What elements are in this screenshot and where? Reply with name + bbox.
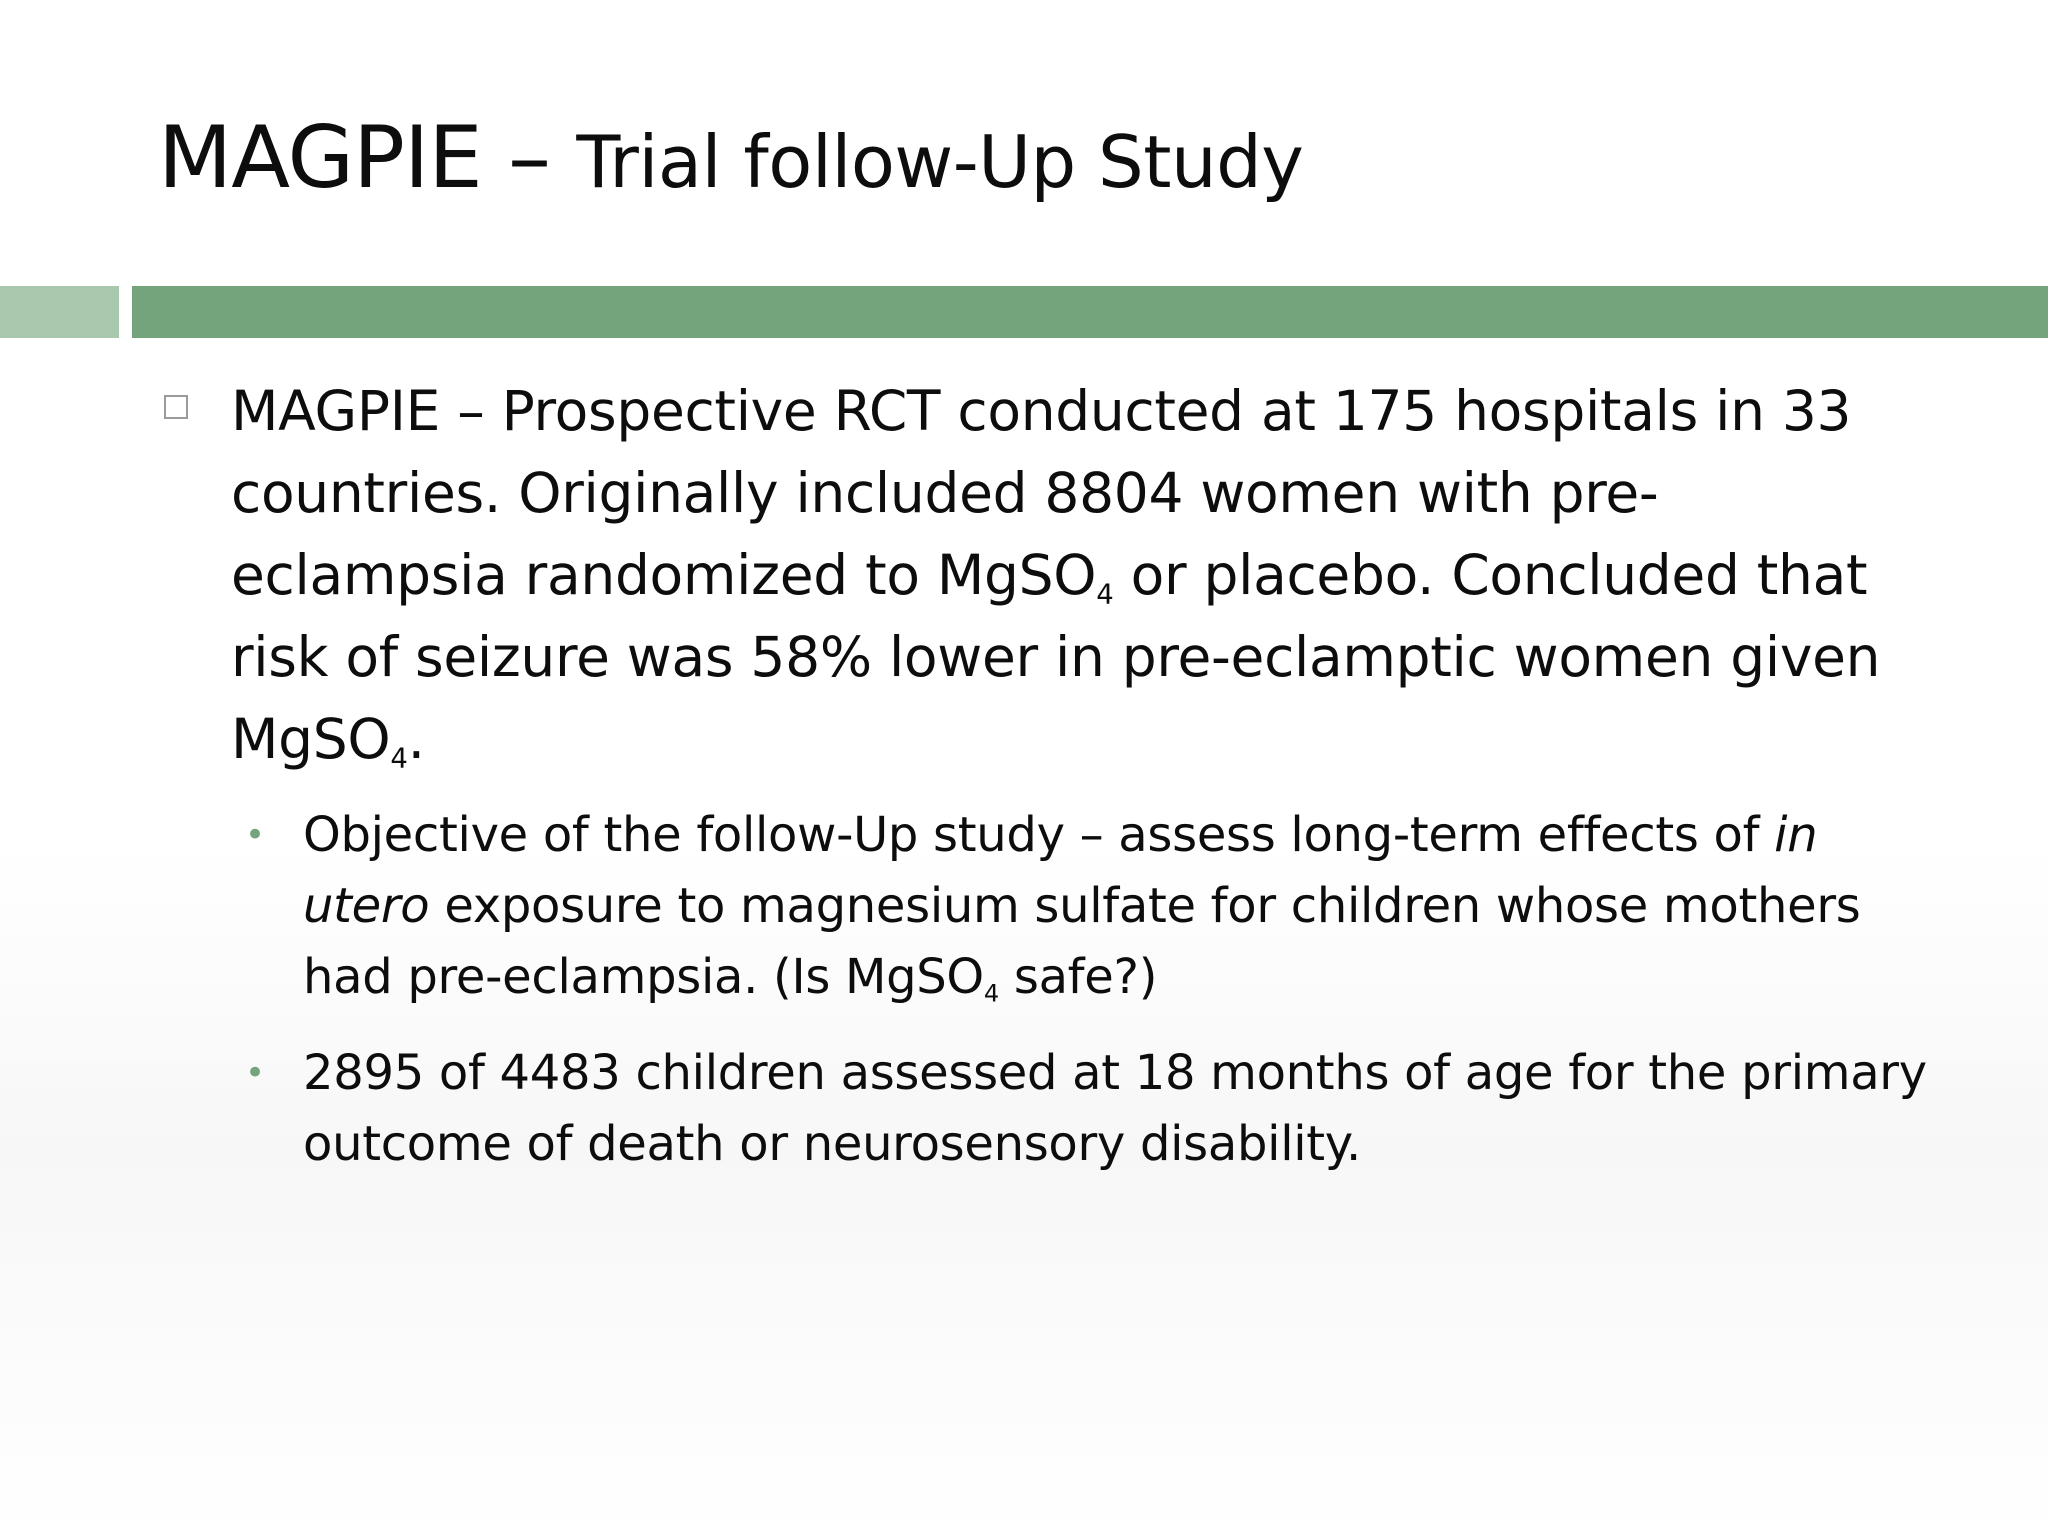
main-bullet-text bbox=[231, 370, 1930, 780]
sub-bullet-text: 2895 of 4483 children assessed at 18 months of age for the primary outcome of death or neurosensory disability. bbox=[303, 1045, 1927, 1172]
accent-band-right bbox=[132, 286, 2048, 338]
sub-bullet-text: Objective of the follow-Up study – assess long-term effects of bbox=[303, 807, 1775, 863]
main-bullet-part2: or placebo. Concluded that risk of seizure was 58% lower in pre-eclamptic women given MgSO bbox=[231, 543, 1881, 771]
dot-bullet-icon: • bbox=[245, 1053, 265, 1093]
accent-band-left bbox=[0, 286, 119, 338]
slide-content bbox=[160, 370, 1930, 1205]
subscript: 4 bbox=[390, 742, 408, 775]
sub-bullet-assessment bbox=[245, 1038, 1930, 1180]
sub-bullet-text: exposure to magnesium sulfate for children whose mothers had pre-eclampsia. (Is MgSO bbox=[303, 878, 1861, 1005]
square-bullet-icon bbox=[164, 395, 188, 419]
slide-title-sub: Trial follow-Up Study bbox=[576, 120, 1304, 204]
sub-bullet-text: safe?) bbox=[998, 949, 1158, 1005]
sub-bullet-objective bbox=[245, 800, 1930, 1013]
subscript: 4 bbox=[983, 979, 999, 1008]
dot-bullet-icon: • bbox=[245, 815, 265, 855]
italic-term: in utero bbox=[303, 807, 1818, 934]
sub-bullet-list bbox=[160, 800, 1930, 1180]
subscript: 4 bbox=[1096, 578, 1114, 611]
slide-title-main: MAGPIE – bbox=[158, 108, 577, 208]
slide-title bbox=[158, 108, 1304, 208]
main-bullet bbox=[160, 370, 1930, 780]
main-bullet-part1: MAGPIE – Prospective RCT conducted at 175 hospitals in 33 countries. Originally included 8804 women with pre-eclampsia randomized to MgSO bbox=[231, 379, 1852, 607]
main-bullet-part3: . bbox=[407, 707, 425, 771]
